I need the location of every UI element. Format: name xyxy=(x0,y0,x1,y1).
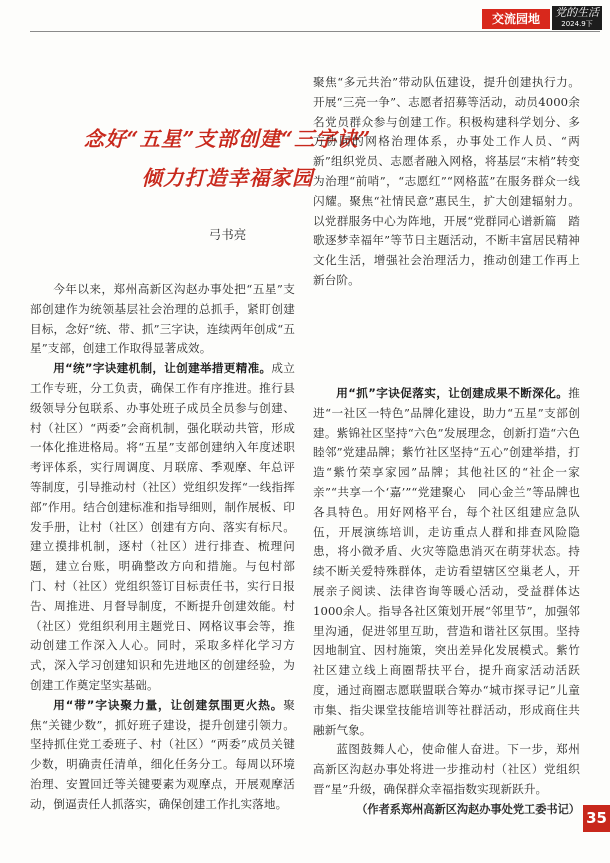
section-tong-body: 成立工作专班，分工负责，确保工作有序推进。推行县级领导分包联系、办事处班子成员全员参与创建、村（社区）“两委”会商机制，强化联动共管，形成一体化推进格局。将“五星”支部创建纳入年度述职考评体系，实行周调度、月联席、季观摩、年总评等制度，引导推动村（社区）党组织发挥“一线指挥部”作用。结合创建标准和指导细则，制作展板、印发手册，让村（社区）创建有方向、落实有标尺。建立摸排机制，逐村（社区）进行排查、梳理问题，建立台账，明确整改方向和措施。与包村部门、村（社区）党组织签订目标责任书，实行日报告、周推进、月督导制度，不断提升创建效能。村（社区）党组织利用主题党日、网格议事会等，推动创建工作深入人心。同时，采取多样化学习方式，深入学习创建知识和先进地区的创建经验，为创建工作奠定坚实基础。 xyxy=(30,361,296,692)
section-tag: 交流园地 xyxy=(482,9,550,29)
section-dai xyxy=(30,696,295,815)
section-tong-lead: 用“统”字诀建机制，让创建举措更精准。 xyxy=(53,361,272,376)
title-line-2: 倾力打造幸福家园 xyxy=(141,166,314,190)
right-column xyxy=(313,384,580,820)
author-byline: 弓书亮 xyxy=(208,227,247,242)
section-dai-continued: 聚焦“多元共治”带动队伍建设，提升创建执行力。开展“三亮一争”、志愿者招募等活动，动员4000余名党员群众参与创建工作。积极构建科学划分、多方协同的网格治理体系，办事处工作人员、“两新”组织党员、志愿者融入网格，将基层“末梢”转变为治理“前哨”，“志愿红”“网格蓝”在服务群众一线闪耀。聚焦“社情民意”惠民生，扩大创建辐射力。以党群服务中心为阵地，开展“党群同心谱新篇 踏歌逐梦幸福年”等节日主题活动，不断丰富居民精神文化生活，增强社会治理活力，推动创建工作再上新台阶。 xyxy=(313,75,580,287)
header-rule xyxy=(30,31,600,32)
section-dai-body: 聚焦“关键少数”，抓好班子建设，提升创建引领力。坚持抓住党工委班子、村（社区）“两委”成员关键少数，明确责任清单，细化任务分工。每周以环境治理、安置回迁等关键要素为观摩点，开展观摩活动，倒逼责任人抓落实，确保创建工作扎实落地。 xyxy=(30,697,295,811)
left-column xyxy=(30,280,295,815)
author-note: （作者系郑州高新区沟赵办事处党工委书记） xyxy=(356,802,580,816)
logo-wordmark: 党的生活 xyxy=(555,6,599,19)
section-zhua-lead: 用“抓”字诀促落实，让创建成果不断深化。 xyxy=(336,386,569,400)
right-column-top xyxy=(313,73,580,291)
issue-label: 2024.9下 xyxy=(561,20,593,28)
section-tong xyxy=(30,359,295,696)
closing-paragraph: 蓝图鼓舞人心，使命催人奋进。下一步，郑州高新区沟赵办事处将进一步推动村（社区）党组织晋“星”升级，确保群众幸福指数实现新跃升。 xyxy=(313,742,580,796)
intro-paragraph: 今年以来，郑州高新区沟赵办事处把“五星”支部创建作为统领基层社会治理的总抓手，紧盯创建目标，念好“统、带、抓”三字诀，连续两年创成“五星”支部，创建工作取得显著成效。 xyxy=(30,282,295,356)
magazine-logo xyxy=(552,6,602,30)
section-zhua-body: 推进“一社区一特色”品牌化建设，助力“五星”支部创建。紫锦社区坚持“六色”发展理念，创新打造“六色睦邻”党建品牌；紫竹社区坚持“五心”创建举措，打造“紫竹荣享家园”品牌；其他社区的“社企一家亲”“共享一个‘嘉’”“党建聚心 同心金兰”等品牌也各具特色。用好网格平台，每个社区组建应急队伍，开展演练培训，走访重点人群和排查风险隐患，将小微矛盾、火灾等隐患消灭在萌芽状态。持续不断关爱特殊群体，走访看望辖区空巢老人，开展亲子阅读、法律咨询等暖心活动，受益群体达1000余人。指导各社区策划开展“邻里节”，加强邻里沟通，促进邻里互助，营造和谐社区氛围。坚持因地制宜、因村施策，突出差异化发展模式。紫竹社区建立线上商圈帮扶平台，提升商家活动活跃度，通过商圈志愿联盟联合筹办“城市探寻记”儿童市集、指尖课堂技能培训等社群活动，形成商住共融新气象。 xyxy=(313,386,580,737)
section-dai-lead: 用“带”字诀聚力量，让创建氛围更火热。 xyxy=(53,697,284,712)
section-zhua xyxy=(313,384,580,740)
title-line-1: 念好“五星”支部创建“三字诀” xyxy=(83,127,372,151)
page-number: 35 xyxy=(583,805,610,832)
